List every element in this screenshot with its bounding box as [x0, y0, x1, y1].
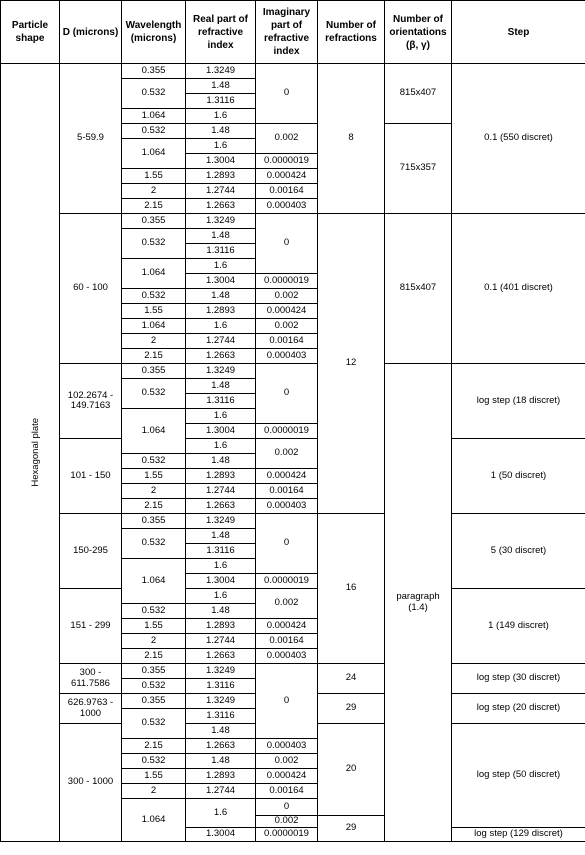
column-header: Step	[452, 1, 585, 64]
wavelength-cell: 0.532	[122, 709, 186, 739]
real-index-cell: 1.6	[186, 319, 256, 334]
imag-index-cell: 0.000424	[256, 769, 318, 784]
orientations-cell: 815x407	[385, 214, 452, 364]
imag-index-cell: 0.002	[256, 754, 318, 769]
wavelength-cell: 1.55	[122, 169, 186, 184]
imag-index-cell: 0.0000019	[256, 424, 318, 439]
imag-index-cell: 0.002	[256, 124, 318, 154]
diameter-cell: 60 - 100	[60, 214, 122, 364]
real-index-cell: 1.2744	[186, 634, 256, 649]
real-index-cell: 1.6	[186, 139, 256, 154]
imag-index-cell: 0	[256, 664, 318, 739]
real-index-cell: 1.2663	[186, 499, 256, 514]
real-index-cell: 1.48	[186, 79, 256, 94]
wavelength-cell: 0.532	[122, 679, 186, 694]
real-index-cell: 1.3004	[186, 574, 256, 589]
real-index-cell: 1.2893	[186, 469, 256, 484]
imag-index-cell: 0.002	[256, 439, 318, 469]
wavelength-cell: 2.15	[122, 649, 186, 664]
wavelength-cell: 0.355	[122, 664, 186, 679]
column-header: Number of orientations (β, γ)	[385, 1, 452, 64]
wavelength-cell: 0.532	[122, 529, 186, 559]
imag-index-cell: 0.000403	[256, 349, 318, 364]
real-index-cell: 1.48	[186, 604, 256, 619]
imag-index-cell: 0.0000019	[256, 828, 318, 842]
real-index-cell: 1.3249	[186, 514, 256, 529]
imag-index-cell: 0	[256, 64, 318, 124]
real-index-cell: 1.48	[186, 379, 256, 394]
wavelength-cell: 2	[122, 334, 186, 349]
real-index-cell: 1.6	[186, 589, 256, 604]
real-index-cell: 1.2893	[186, 304, 256, 319]
table-row	[1, 514, 585, 529]
wavelength-cell: 1.064	[122, 559, 186, 604]
column-header: Particle shape	[1, 1, 60, 64]
table-row	[1, 589, 585, 604]
particle-shape-label: Hexagonal plate	[30, 418, 42, 487]
imag-index-cell: 0.00164	[256, 784, 318, 799]
column-header: Real part of refractive index	[186, 1, 256, 64]
real-index-cell: 1.2663	[186, 349, 256, 364]
table-row	[1, 214, 585, 229]
imag-index-cell: 0.00164	[256, 334, 318, 349]
real-index-cell: 1.3004	[186, 154, 256, 169]
refractions-cell: 29	[318, 816, 385, 842]
real-index-cell: 1.3116	[186, 679, 256, 694]
wavelength-cell: 1.064	[122, 109, 186, 124]
table-header-row	[1, 1, 585, 64]
real-index-cell: 1.3116	[186, 544, 256, 559]
real-index-cell: 1.2663	[186, 649, 256, 664]
real-index-cell: 1.3249	[186, 214, 256, 229]
imag-index-cell: 0.00164	[256, 634, 318, 649]
wavelength-cell: 1.55	[122, 619, 186, 634]
wavelength-cell: 1.55	[122, 469, 186, 484]
real-index-cell: 1.48	[186, 454, 256, 469]
table-row	[1, 364, 585, 379]
real-index-cell: 1.48	[186, 289, 256, 304]
real-index-cell: 1.2893	[186, 169, 256, 184]
imag-index-cell: 0.000403	[256, 739, 318, 754]
wavelength-cell: 2	[122, 184, 186, 199]
wavelength-cell: 1.064	[122, 319, 186, 334]
imag-index-cell: 0	[256, 214, 318, 274]
real-index-cell: 1.2744	[186, 484, 256, 499]
wavelength-cell: 0.355	[122, 214, 186, 229]
wavelength-cell: 2.15	[122, 499, 186, 514]
real-index-cell: 1.2744	[186, 784, 256, 799]
step-cell: log step (129 discret)	[452, 828, 585, 842]
real-index-cell: 1.3116	[186, 394, 256, 409]
diameter-cell: 101 - 150	[60, 439, 122, 514]
wavelength-cell: 2	[122, 784, 186, 799]
wavelength-cell: 1.064	[122, 409, 186, 454]
wavelength-cell: 0.532	[122, 754, 186, 769]
step-cell: 1 (50 discret)	[452, 439, 585, 514]
real-index-cell: 1.2744	[186, 184, 256, 199]
imag-index-cell: 0.000424	[256, 619, 318, 634]
wavelength-cell: 1.064	[122, 139, 186, 169]
wavelength-cell: 2.15	[122, 349, 186, 364]
real-index-cell: 1.3004	[186, 828, 256, 842]
real-index-cell: 1.2663	[186, 739, 256, 754]
wavelength-cell: 0.532	[122, 379, 186, 409]
real-index-cell: 1.2893	[186, 769, 256, 784]
imag-index-cell: 0	[256, 514, 318, 574]
imag-index-cell: 0.002	[256, 816, 318, 828]
real-index-cell: 1.6	[186, 259, 256, 274]
column-header: D (microns)	[60, 1, 122, 64]
real-index-cell: 1.6	[186, 439, 256, 454]
real-index-cell: 1.48	[186, 229, 256, 244]
diameter-cell: 300 - 1000	[60, 724, 122, 842]
diameter-cell: 150-295	[60, 514, 122, 589]
imag-index-cell: 0.000424	[256, 469, 318, 484]
real-index-cell: 1.48	[186, 124, 256, 139]
real-index-cell: 1.3004	[186, 274, 256, 289]
step-cell: 0.1 (401 discret)	[452, 214, 585, 364]
orientations-cell: 715x357	[385, 124, 452, 214]
particle-shape-cell	[1, 64, 60, 842]
refractions-cell: 8	[318, 64, 385, 214]
diameter-cell: 151 - 299	[60, 589, 122, 664]
step-cell: 0.1 (550 discret)	[452, 64, 585, 214]
refractions-cell: 24	[318, 664, 385, 694]
wavelength-cell: 1.064	[122, 799, 186, 842]
real-index-cell: 1.3249	[186, 694, 256, 709]
refractions-cell: 16	[318, 514, 385, 664]
wavelength-cell: 1.064	[122, 259, 186, 289]
step-cell: log step (30 discret)	[452, 664, 585, 694]
wavelength-cell: 0.355	[122, 64, 186, 79]
wavelength-cell: 0.355	[122, 364, 186, 379]
column-header: Number of refractions	[318, 1, 385, 64]
wavelength-cell: 0.532	[122, 289, 186, 304]
diameter-cell: 300 - 611.7586	[60, 664, 122, 694]
step-cell: 1 (149 discret)	[452, 589, 585, 664]
imag-index-cell: 0.00164	[256, 484, 318, 499]
imag-index-cell: 0.0000019	[256, 574, 318, 589]
step-cell: log step (20 discret)	[452, 694, 585, 724]
real-index-cell: 1.6	[186, 799, 256, 828]
real-index-cell: 1.2663	[186, 199, 256, 214]
wavelength-cell: 2	[122, 634, 186, 649]
real-index-cell: 1.2893	[186, 619, 256, 634]
refractions-cell: 29	[318, 694, 385, 724]
table-row	[1, 664, 585, 679]
orientations-cell: 815x407	[385, 64, 452, 124]
real-index-cell: 1.3249	[186, 64, 256, 79]
column-header: Imaginary part of refractive index	[256, 1, 318, 64]
imag-index-cell: 0.002	[256, 589, 318, 619]
real-index-cell: 1.2744	[186, 334, 256, 349]
imag-index-cell: 0.000403	[256, 499, 318, 514]
table-row	[1, 64, 585, 79]
table-row	[1, 439, 585, 454]
column-header: Wavelength (microns)	[122, 1, 186, 64]
real-index-cell: 1.6	[186, 559, 256, 574]
wavelength-cell: 2.15	[122, 199, 186, 214]
diameter-cell: 626.9763 - 1000	[60, 694, 122, 724]
real-index-cell: 1.48	[186, 754, 256, 769]
real-index-cell: 1.3004	[186, 424, 256, 439]
wavelength-cell: 0.532	[122, 79, 186, 109]
imag-index-cell: 0.000403	[256, 199, 318, 214]
wavelength-cell: 0.532	[122, 454, 186, 469]
refractions-cell: 20	[318, 724, 385, 816]
real-index-cell: 1.3116	[186, 94, 256, 109]
diameter-cell: 5-59.9	[60, 64, 122, 214]
imag-index-cell: 0.000424	[256, 169, 318, 184]
imag-index-cell: 0.002	[256, 319, 318, 334]
wavelength-cell: 2	[122, 484, 186, 499]
real-index-cell: 1.48	[186, 529, 256, 544]
refractions-cell: 12	[318, 214, 385, 514]
wavelength-cell: 0.532	[122, 229, 186, 259]
real-index-cell: 1.48	[186, 724, 256, 739]
orientations-cell: paragraph (1.4)	[385, 364, 452, 842]
wavelength-cell: 0.355	[122, 514, 186, 529]
wavelength-cell: 1.55	[122, 769, 186, 784]
imag-index-cell: 0.002	[256, 289, 318, 304]
real-index-cell: 1.6	[186, 409, 256, 424]
wavelength-cell: 2.15	[122, 739, 186, 754]
real-index-cell: 1.3249	[186, 664, 256, 679]
imag-index-cell: 0.000424	[256, 304, 318, 319]
imag-index-cell: 0.000403	[256, 649, 318, 664]
real-index-cell: 1.3116	[186, 709, 256, 724]
wavelength-cell: 0.355	[122, 694, 186, 709]
imag-index-cell: 0.0000019	[256, 154, 318, 169]
wavelength-cell: 1.55	[122, 304, 186, 319]
imag-index-cell: 0.00164	[256, 184, 318, 199]
diameter-cell: 102.2674 - 149.7163	[60, 364, 122, 439]
imag-index-cell: 0	[256, 799, 318, 816]
step-cell: log step (50 discret)	[452, 724, 585, 828]
step-cell: 5 (30 discret)	[452, 514, 585, 589]
wavelength-cell: 0.532	[122, 124, 186, 139]
real-index-cell: 1.6	[186, 109, 256, 124]
step-cell: log step (18 discret)	[452, 364, 585, 439]
imag-index-cell: 0	[256, 364, 318, 424]
imag-index-cell: 0.0000019	[256, 274, 318, 289]
real-index-cell: 1.3249	[186, 364, 256, 379]
wavelength-cell: 0.532	[122, 604, 186, 619]
real-index-cell: 1.3116	[186, 244, 256, 259]
